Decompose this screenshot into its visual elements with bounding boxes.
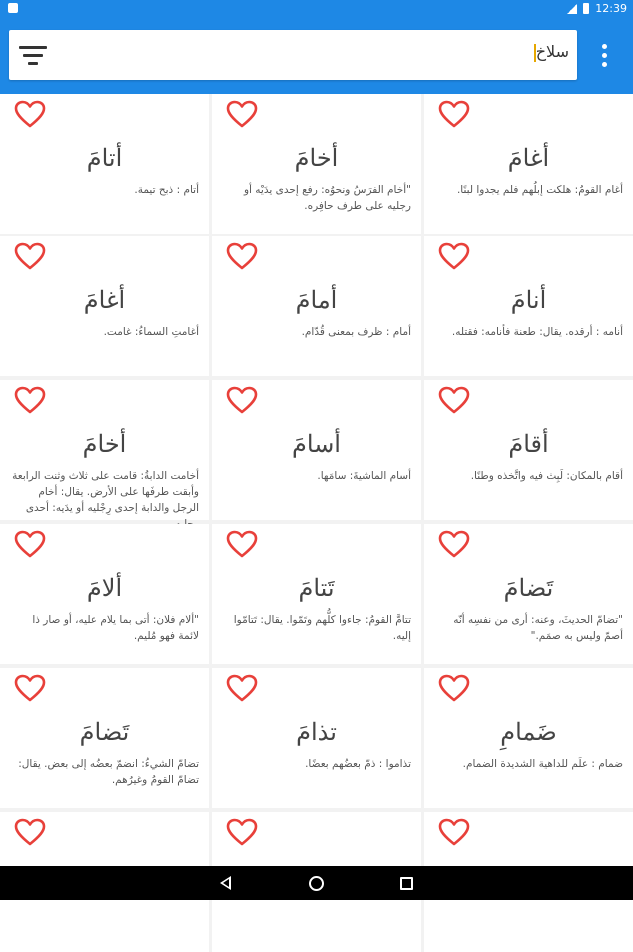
heart-outline-icon[interactable] <box>14 530 46 558</box>
status-icons <box>567 2 627 15</box>
heart-outline-icon[interactable] <box>438 818 470 846</box>
back-icon[interactable] <box>220 876 231 890</box>
card-definition: أسام الماشيةَ: سامَها. <box>317 470 411 482</box>
heart-outline-icon[interactable] <box>14 386 46 414</box>
card-definition: أخامت الدابةُ: قامت على ثلاث وثنت الرابعة وأبقت طرفَها على الأرض. يقال: أخام الرجل والدابة إحدى رِجْليه أو يدَيه: أحدى <box>12 470 199 514</box>
result-card[interactable] <box>212 94 421 234</box>
card-definition: ضمام : علَم للداهية الشديدة الضمام. <box>462 758 623 770</box>
card-word: تَضامَ <box>503 574 554 602</box>
card-definition: أمام : ظرف بمعنى قُدّام. <box>301 326 411 338</box>
card-definition: تتامَّ القومُ: جاءوا كلُّهم وتَمّوا. يقال: تَتامّوا إليه. <box>233 614 411 642</box>
more-vert-icon[interactable] <box>585 30 623 80</box>
card-definition: تذاموا : ذمّ بعضُهم بعضًا. <box>305 758 411 770</box>
card-word: أغامَ <box>83 286 126 314</box>
card-word: أنامَ <box>510 286 547 314</box>
result-card[interactable] <box>0 524 209 664</box>
heart-outline-icon[interactable] <box>226 674 258 702</box>
result-card[interactable] <box>0 94 209 234</box>
heart-outline-icon[interactable] <box>438 530 470 558</box>
battery-icon <box>583 3 589 14</box>
card-definition: "تضامّ الحديثَ، وعنه: أرى من نفسِه أنّه أصمّ وليس به صمَم." <box>453 614 623 642</box>
card-definition: أقام بالمكان: لَبِث فيه واتَّخذه وطنًا. <box>470 470 623 482</box>
card-word: أخامَ <box>82 430 127 458</box>
card-word: ضَمامِ <box>500 718 557 746</box>
card-word: أقامَ <box>508 430 549 458</box>
heart-outline-icon[interactable] <box>226 818 258 846</box>
heart-outline-icon[interactable] <box>14 100 46 128</box>
notification-icon <box>8 3 18 13</box>
card-word: ألامَ <box>86 574 123 602</box>
result-card[interactable] <box>212 524 421 664</box>
card-word: أتامَ <box>86 144 123 172</box>
heart-outline-icon[interactable] <box>226 386 258 414</box>
heart-outline-icon[interactable] <box>438 242 470 270</box>
card-word: تَضامَ <box>79 718 130 746</box>
result-card[interactable] <box>212 668 421 808</box>
result-card[interactable] <box>212 380 421 520</box>
results-grid <box>0 94 633 866</box>
heart-outline-icon[interactable] <box>226 100 258 128</box>
card-definition: أنامه : أرقده. يقال: طعنة فأنامه: فقتله. <box>451 326 623 338</box>
search-input[interactable]: سلاخ <box>535 42 569 61</box>
card-definition: أغامتِ السماءُ: غامت. <box>103 326 199 338</box>
heart-outline-icon[interactable] <box>438 674 470 702</box>
status-time: 12:39 <box>595 2 627 15</box>
status-bar <box>0 0 633 18</box>
heart-outline-icon[interactable] <box>438 100 470 128</box>
card-definition: أغام القومُ: هلكت إبلُهم فلم يجدوا لبنًا. <box>456 184 623 196</box>
result-card[interactable] <box>212 236 421 376</box>
card-definition: "أخام الفرَسُ ونحوُه: رفع إحدى يدَيْه أو رجليه على طرف حافِره. <box>243 184 411 212</box>
result-card[interactable] <box>0 380 209 520</box>
card-definition: تضامّ الشيءُ: انضمّ بعضُه إلى بعض. يقال: تضامّ القومُ وغيرُهم. <box>18 758 199 786</box>
filter-icon[interactable] <box>19 45 47 65</box>
result-card[interactable] <box>424 668 633 808</box>
result-card[interactable] <box>424 236 633 376</box>
heart-outline-icon[interactable] <box>14 674 46 702</box>
result-card[interactable] <box>0 236 209 376</box>
card-definition: أتام : ذبح تيمة. <box>134 184 199 196</box>
heart-outline-icon[interactable] <box>438 386 470 414</box>
heart-outline-icon[interactable] <box>226 530 258 558</box>
card-definition: "ألام فلان: أتى بما يلام عليه، أو صار ذا لائمة فهو مُليم. <box>32 614 199 642</box>
card-word: تذامَ <box>296 718 337 746</box>
result-card[interactable] <box>0 668 209 808</box>
heart-outline-icon[interactable] <box>14 818 46 846</box>
search-box[interactable] <box>9 30 577 80</box>
card-word: أخامَ <box>294 144 339 172</box>
app-bar <box>0 18 633 94</box>
recents-icon[interactable] <box>400 877 413 890</box>
card-word: أغامَ <box>507 144 550 172</box>
home-icon[interactable] <box>309 876 324 891</box>
signal-icon <box>567 4 577 14</box>
navigation-bar <box>0 866 633 900</box>
result-card[interactable] <box>424 94 633 234</box>
heart-outline-icon[interactable] <box>226 242 258 270</box>
card-word: تَتامَ <box>298 574 335 602</box>
result-card[interactable] <box>424 380 633 520</box>
card-word: أسامَ <box>292 430 341 458</box>
card-word: أمامَ <box>295 286 338 314</box>
result-card[interactable] <box>424 524 633 664</box>
heart-outline-icon[interactable] <box>14 242 46 270</box>
